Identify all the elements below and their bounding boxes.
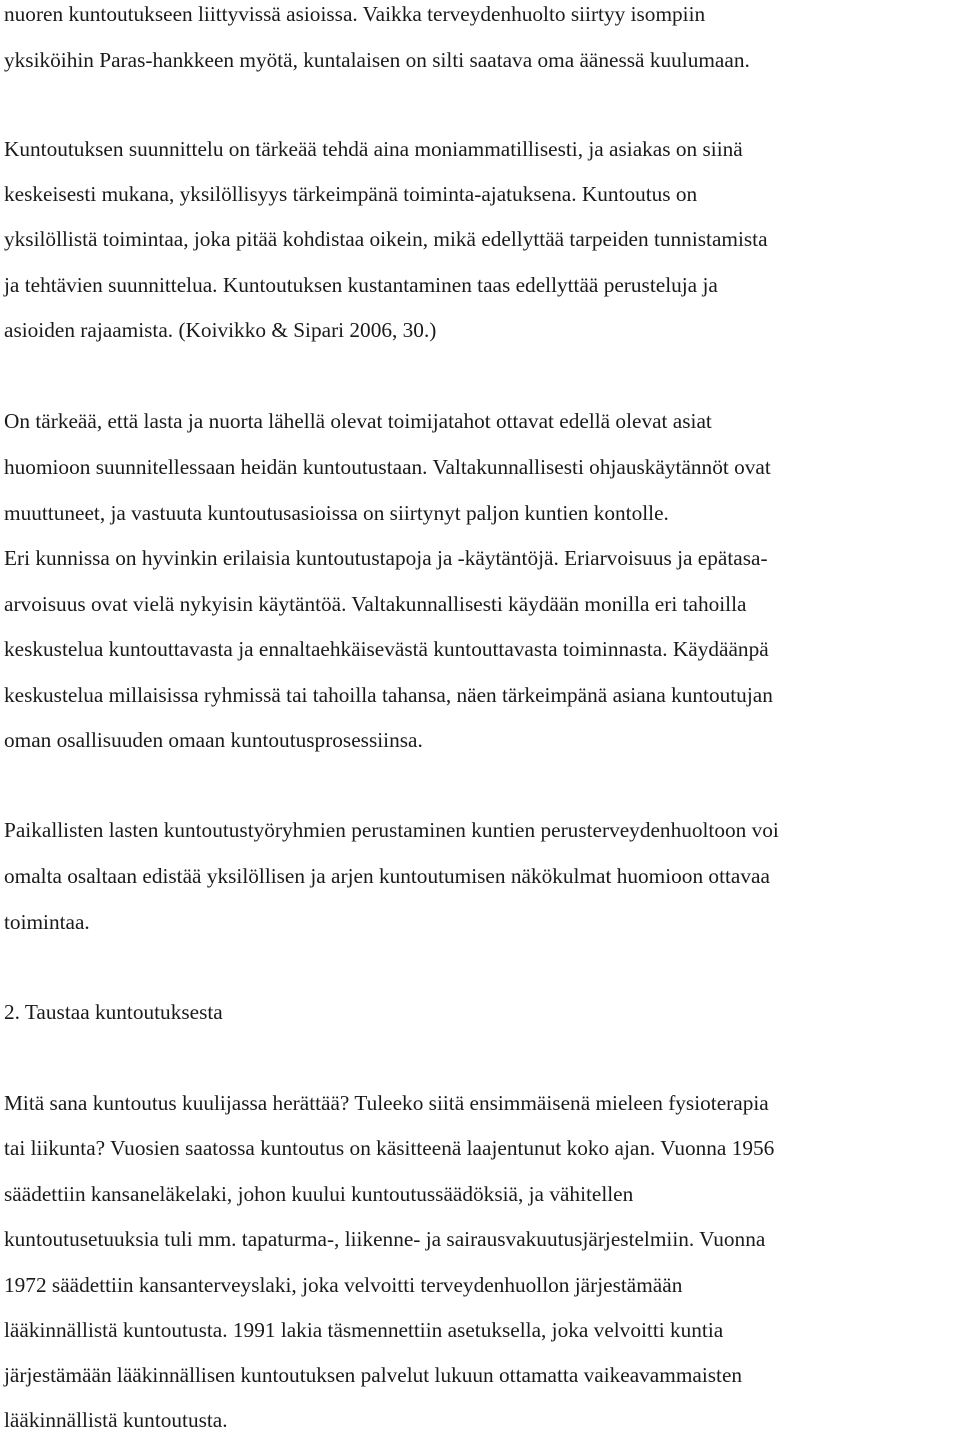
text-line: kuntoutusetuuksia tuli mm. tapaturma-, liikenne- ja sairausvakuutusjärjestelmiin. Vuonna <box>4 1227 766 1251</box>
text-line: keskeisesti mukana, yksilöllisyys tärkeimpänä toiminta-ajatuksena. Kuntoutus on <box>4 182 698 206</box>
text-line: asioiden rajaamista. (Koivikko & Sipari 2006, 30.) <box>4 318 437 342</box>
text-line: On tärkeää, että lasta ja nuorta lähellä olevat toimijatahot ottavat edellä olevat asiat <box>4 409 712 433</box>
text-line: Eri kunnissa on hyvinkin erilaisia kuntoutustapoja ja -käytäntöjä. Eriarvoisuus ja epätasa- <box>4 546 768 570</box>
text-line: ja tehtävien suunnittelua. Kuntoutuksen kustantaminen taas edellyttää perusteluja ja <box>4 273 718 297</box>
text-line: lääkinnällistä kuntoutusta. 1991 lakia täsmennettiin asetuksella, joka velvoitti kuntia <box>4 1318 724 1342</box>
text-line: yksiköihin Paras-hankkeen myötä, kuntalaisen on silti saatava oma äänessä kuulumaan. <box>4 48 750 72</box>
text-line: 1972 säädettiin kansanterveyslaki, joka velvoitti terveydenhuollon järjestämään <box>4 1273 683 1297</box>
text-line: järjestämään lääkinnällisen kuntoutuksen palvelut lukuun ottamatta vaikeavammaisten <box>4 1363 743 1387</box>
text-line: keskustelua millaisissa ryhmissä tai tahoilla tahansa, näen tärkeimpänä asiana kuntoutujan <box>4 683 773 707</box>
text-line: Mitä sana kuntoutus kuulijassa herättää? Tuleeko siitä ensimmäisenä mieleen fysioterapia <box>4 1091 769 1115</box>
text-line: säädettiin kansaneläkelaki, johon kuului kuntoutussäädöksiä, ja vähitellen <box>4 1182 634 1206</box>
text-line: Paikallisten lasten kuntoutustyöryhmien perustaminen kuntien perusterveydenhuoltoon voi <box>4 818 779 842</box>
text-line: lääkinnällistä kuntoutusta. <box>4 1408 228 1432</box>
text-line: omalta osaltaan edistää yksilöllisen ja arjen kuntoutumisen näkökulmat huomioon ottavaa <box>4 864 770 888</box>
text-line: keskustelua kuntouttavasta ja ennaltaehkäisevästä kuntouttavasta toiminnasta. Käydäänpä <box>4 637 769 661</box>
text-line: tai liikunta? Vuosien saatossa kuntoutus on käsitteenä laajentunut koko ajan. Vuonna 1956 <box>4 1136 775 1160</box>
text-line: muuttuneet, ja vastuuta kuntoutusasioissa on siirtynyt paljon kuntien kontolle. <box>4 501 669 525</box>
section-heading: 2. Taustaa kuntoutuksesta <box>4 1000 223 1024</box>
text-line: Kuntoutuksen suunnittelu on tärkeää tehdä aina moniammatillisesti, ja asiakas on siinä <box>4 137 743 161</box>
text-line: huomioon suunnitellessaan heidän kuntoutustaan. Valtakunnallisesti ohjauskäytännöt ovat <box>4 455 771 479</box>
text-line: arvoisuus ovat vielä nykyisin käytäntöä. Valtakunnallisesti käydään monilla eri tahoilla <box>4 592 747 616</box>
text-line: nuoren kuntoutukseen liittyvissä asioissa. Vaikka terveydenhuolto siirtyy isompiin <box>4 2 706 26</box>
text-line: oman osallisuuden omaan kuntoutusprosessiinsa. <box>4 728 423 752</box>
text-line: yksilöllistä toimintaa, joka pitää kohdistaa oikein, mikä edellyttää tarpeiden tunnistamista <box>4 227 768 251</box>
text-line: toimintaa. <box>4 910 90 934</box>
